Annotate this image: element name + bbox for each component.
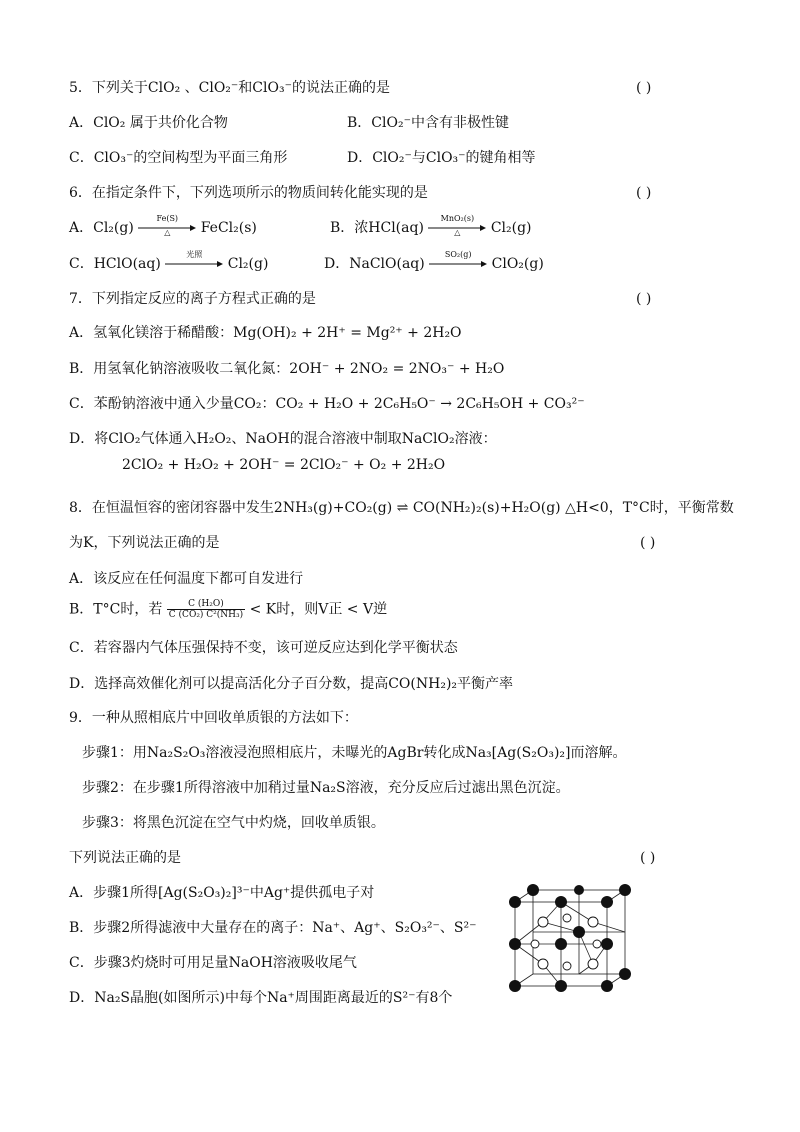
q6-c-cond-top: 光照: [186, 250, 203, 259]
q8-b-prefix: B．T°C时，若: [69, 601, 163, 618]
q6-d-cond-top: SO₂(g): [444, 250, 472, 259]
q9-step1: 步骤1：用Na₂S₂O₃溶液浸泡照相底片，未曝光的AgBr转化成Na₃[Ag(S₂O₃)₂]而溶解。: [82, 745, 627, 761]
q6-a-right: FeCl₂(s): [200, 220, 257, 236]
q8-b-numerator: C (H₂O): [167, 599, 245, 610]
q5-answer-paren: ( ): [636, 80, 652, 96]
q7-option-d: D．将ClO₂气体通入H₂O₂、NaOH的混合溶液中制取NaClO₂溶液：: [69, 431, 497, 447]
q8-option-c: C．若容器内气体压强保持不变，该可逆反应达到化学平衡状态: [69, 640, 458, 656]
q8-option-a: A．该反应在任何温度下都可自发进行: [69, 571, 304, 587]
q6-a-cond-bottom: △: [164, 228, 171, 237]
q6-c-left: C．HClO(aq): [69, 256, 161, 272]
q7-option-c: C．苯酚钠溶液中通入少量CO₂：CO₂ + H₂O + 2C₆H₅O⁻ → 2C₆H₅OH + CO₃²⁻: [69, 396, 585, 412]
q6-b-cond-top: MnO₂(s): [440, 214, 475, 223]
crystal-lattice-icon: [505, 882, 635, 994]
q8-b-fraction: [167, 599, 245, 620]
q9-option-b: B．步骤2所得滤液中大量存在的离子：Na⁺、Ag⁺、S₂O₃²⁻、S²⁻: [69, 920, 477, 936]
q8-b-denominator: C (CO₂) C²(NH₃): [168, 610, 244, 620]
q8-option-b: [69, 599, 387, 620]
q9-option-c: C．步骤3灼烧时可用足量NaOH溶液吸收尾气: [69, 955, 357, 971]
q9-stem: 9．一种从照相底片中回收单质银的方法如下：: [69, 710, 358, 726]
reaction-arrow-icon: [428, 214, 486, 238]
q6-option-c: [69, 250, 269, 274]
reaction-arrow-icon: [138, 214, 196, 238]
q8-option-d: D．选择高效催化剂可以提高活化分子百分数，提高CO(NH₂)₂平衡产率: [69, 676, 514, 692]
q7-option-b: B．用氢氧化钠溶液吸收二氧化氮：2OH⁻ + 2NO₂ = 2NO₃⁻ + H₂O: [69, 361, 505, 377]
q7-answer-paren: ( ): [636, 291, 652, 307]
q6-a-cond-top: Fe(S): [156, 214, 179, 223]
q5-option-c: C．ClO₃⁻的空间构型为平面三角形: [69, 150, 288, 166]
q7-option-d-equation: 2ClO₂ + H₂O₂ + 2OH⁻ = 2ClO₂⁻ + O₂ + 2H₂O: [122, 457, 446, 473]
q9-step3: 步骤3：将黑色沉淀在空气中灼烧，回收单质银。: [82, 815, 385, 831]
q6-b-left: B．浓HCl(aq): [330, 220, 424, 236]
q6-b-cond-bottom: △: [454, 228, 461, 237]
reaction-arrow-icon: [429, 250, 487, 274]
reaction-arrow-icon: [165, 250, 223, 274]
q8-answer-paren: ( ): [640, 535, 656, 551]
q8-stem-line2: 为K，下列说法正确的是: [69, 535, 220, 551]
q6-option-b: [330, 214, 532, 238]
q7-option-a: A．氢氧化镁溶于稀醋酸：Mg(OH)₂ + 2H⁺ = Mg²⁺ + 2H₂O: [69, 325, 462, 341]
q7-stem: 7．下列指定反应的离子方程式正确的是: [69, 291, 316, 307]
q9-ask: 下列说法正确的是: [69, 850, 181, 866]
q6-option-a: [69, 214, 257, 238]
q6-a-left: A．Cl₂(g): [69, 220, 134, 236]
q9-option-d: D．Na₂S晶胞(如图所示)中每个Na⁺周围距离最近的S²⁻有8个: [69, 990, 453, 1006]
q5-option-b: B．ClO₂⁻中含有非极性键: [347, 115, 509, 131]
q6-c-right: Cl₂(g): [227, 256, 269, 272]
q6-b-right: Cl₂(g): [490, 220, 532, 236]
q6-option-d: [324, 250, 544, 274]
q6-d-right: ClO₂(g): [491, 256, 544, 272]
q5-option-a: A．ClO₂ 属于共价化合物: [69, 115, 228, 131]
q6-d-left: D．NaClO(aq): [324, 256, 425, 272]
q9-step2: 步骤2：在步骤1所得溶液中加稍过量Na₂S溶液，充分反应后过滤出黑色沉淀。: [82, 780, 570, 796]
q9-answer-paren: ( ): [640, 850, 656, 866]
q5-stem: 5．下列关于ClO₂ 、ClO₂⁻和ClO₃⁻的说法正确的是: [69, 80, 390, 96]
q9-option-a: A．步骤1所得[Ag(S₂O₃)₂]³⁻中Ag⁺提供孤电子对: [69, 885, 375, 901]
q5-option-d: D．ClO₂⁻与ClO₃⁻的键角相等: [347, 150, 536, 166]
q6-stem: 6．在指定条件下，下列选项所示的物质间转化能实现的是: [69, 185, 428, 201]
q8-stem-line1: 8．在恒温恒容的密闭容器中发生2NH₃(g)+CO₂(g) ⇌ CO(NH₂)₂(s)+H₂O(g) △H<0，T°C时，平衡常数: [69, 500, 734, 516]
q6-answer-paren: ( ): [636, 185, 652, 201]
q8-b-suffix: < K时，则V正 < V逆: [249, 601, 388, 618]
